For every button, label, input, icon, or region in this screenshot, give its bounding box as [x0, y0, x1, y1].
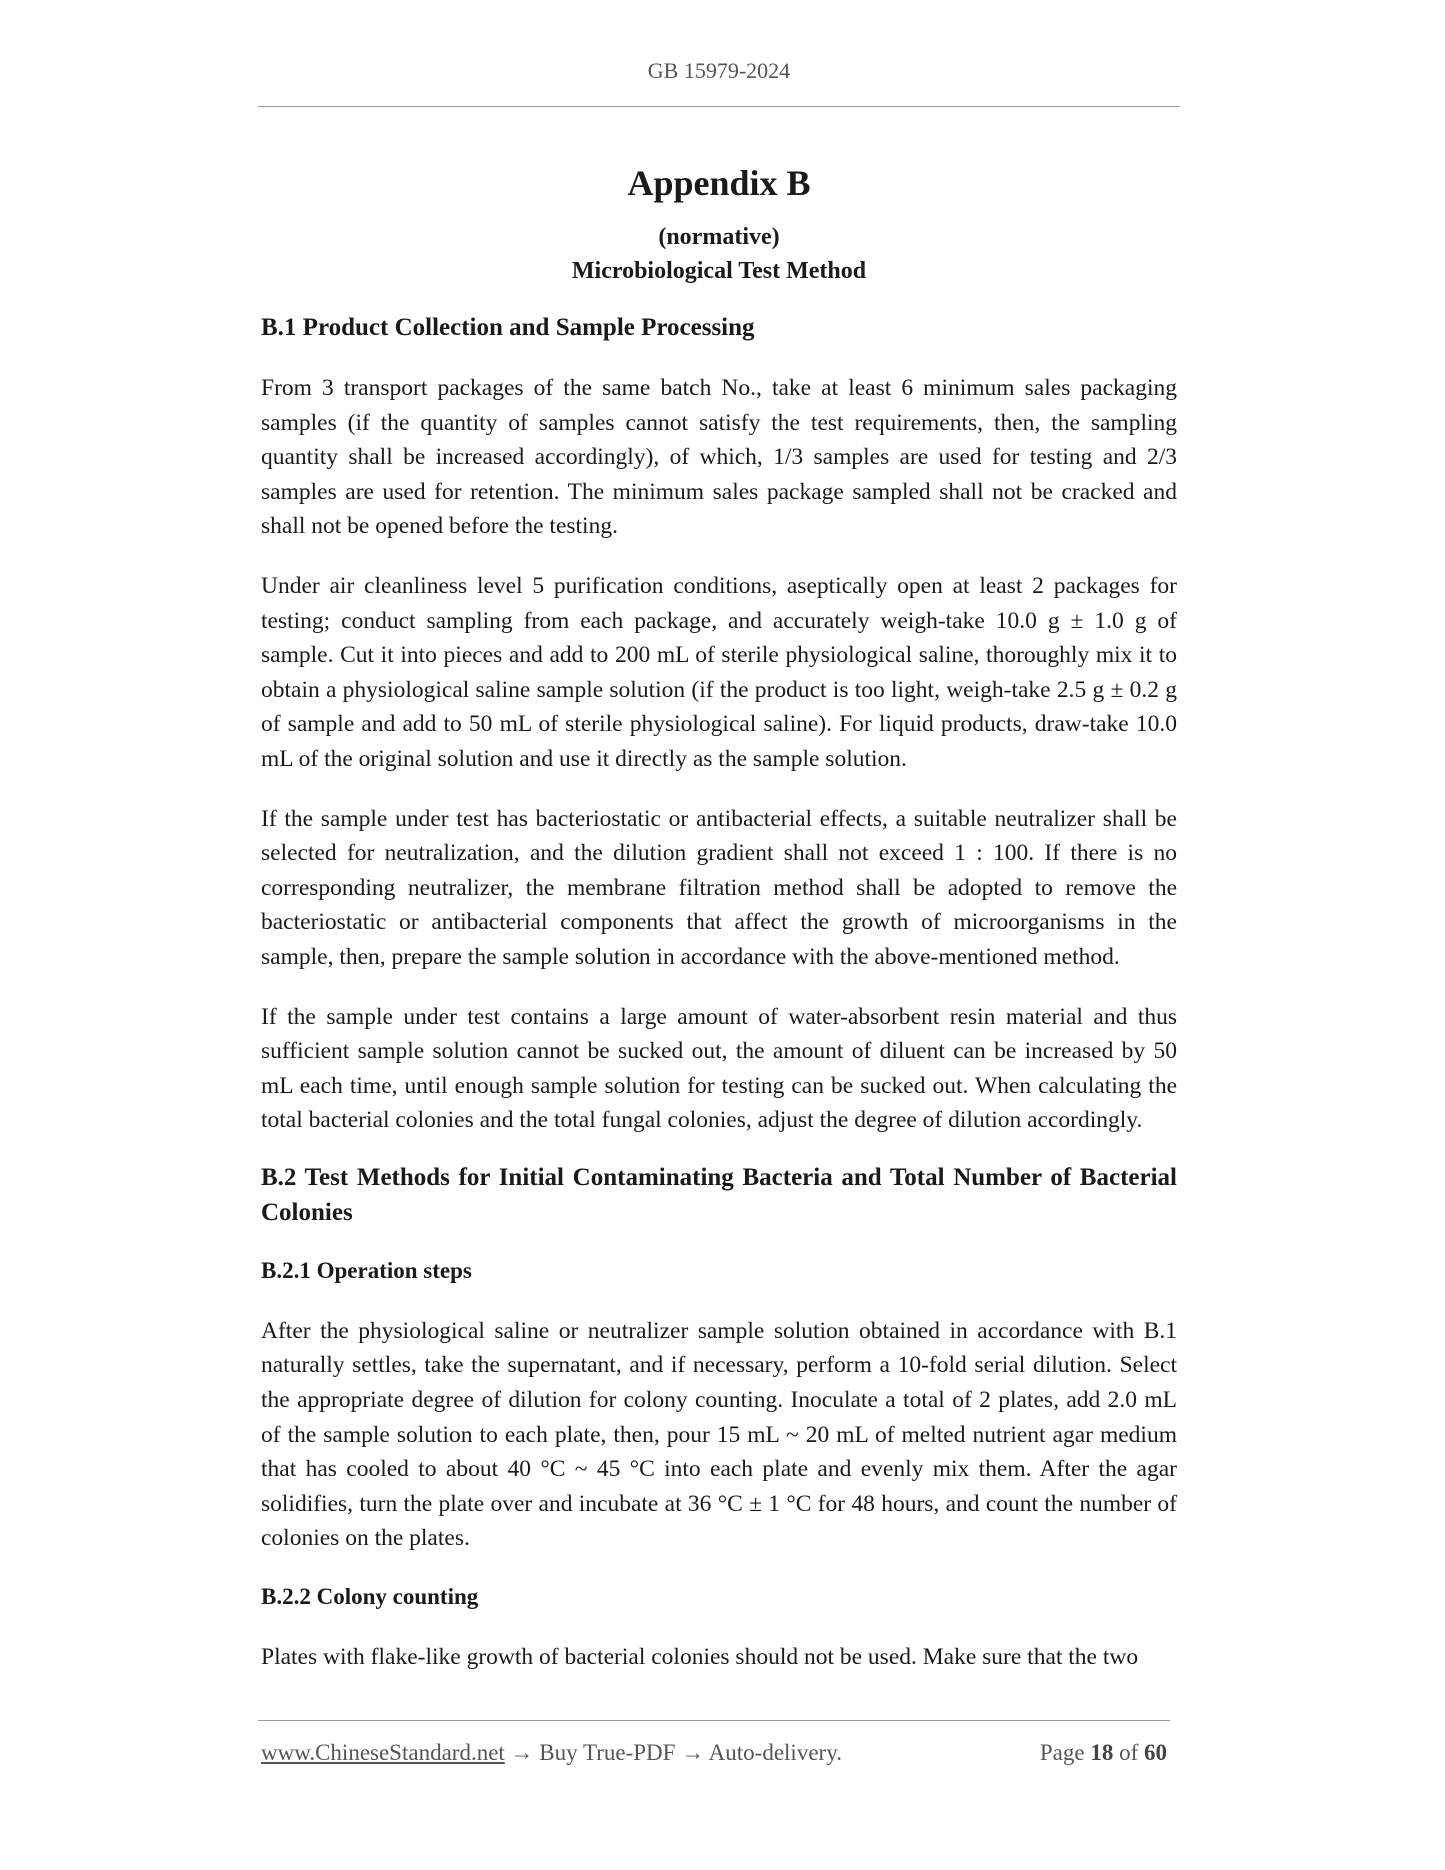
section-b2-heading: B.2 Test Methods for Initial Contaminating Bacteria and Total Number of Bacterial Colonies: [261, 1163, 1177, 1226]
section-b1-heading: B.1 Product Collection and Sample Processing: [261, 314, 755, 341]
arrow-right-icon: →: [510, 1740, 534, 1765]
page-content: [261, 158, 1177, 1675]
appendix-title: Appendix B: [627, 163, 811, 203]
section-b21-heading: B.2.1 Operation steps: [261, 1257, 472, 1283]
of-label: of: [1119, 1740, 1139, 1765]
section-b1-paragraph-3: If the sample under test has bacteriostatic or antibacterial effects, a suitable neutralizer shall be selected for neutralization, and the dilution gradient shall not exceed 1 : 100. If there is no corresponding neutralizer, the membrane filtration method shall be adopted to remove the bacteriostatic or antibacterial components that affect the growth of microorganisms in the sample, then, prepare the sample solution in accordance with the above-mentioned method.: [261, 805, 1177, 970]
page-footer: [261, 1740, 1167, 1766]
section-b1-paragraph-2: Under air cleanliness level 5 purification conditions, aseptically open at least 2 packages for testing; conduct sampling from each package, and accurately weigh-take 10.0 g ± 1.0 g of sample. Cut it into pieces and add to 200 mL of sterile physiological saline, thoroughly mix it to obtain a physiological saline sample solution (if the product is too light, weigh-take 2.5 g ± 0.2 g of sample and add to 50 mL of sterile physiological saline). For liquid products, draw-take 10.0 mL of the original solution and use it directly as the sample solution.: [261, 572, 1177, 772]
section-b1-paragraph-4: If the sample under test contains a large amount of water-absorbent resin material and thus sufficient sample solution cannot be sucked out, the amount of diluent can be increased by 50 mL each time, until enough sample solution for testing can be sucked out. When calculating the total bacterial colonies and the total fungal colonies, adjust the degree of dilution accordingly.: [261, 1003, 1177, 1134]
page-label: Page: [1039, 1740, 1085, 1765]
delivery-text: Auto-delivery.: [708, 1740, 842, 1765]
section-b22-heading: B.2.2 Colony counting: [261, 1584, 479, 1610]
appendix-subtitle: Microbiological Test Method: [571, 258, 867, 284]
footer-promo: [261, 1740, 842, 1766]
appendix-type: (normative): [658, 224, 780, 250]
page-header: GB 15979-2024: [647, 58, 791, 83]
footer-divider: [258, 1720, 1170, 1721]
total-pages: 60: [1144, 1740, 1167, 1765]
site-link[interactable]: www.ChineseStandard.net: [261, 1740, 505, 1765]
section-b22-paragraph: Plates with flake-like growth of bacterial colonies should not be used. Make sure that the two: [261, 1644, 1139, 1671]
arrow-right-icon: →: [681, 1740, 705, 1765]
buy-text: Buy True-PDF: [539, 1740, 676, 1765]
section-b21-paragraph: After the physiological saline or neutralizer sample solution obtained in accordance with B.1 naturally settles, take the supernatant, and if necessary, perform a 10-fold serial dilution. Select the appropriate degree of dilution for colony counting. Inoculate a total of 2 plates, add 2.0 mL of the sample solution to each plate, then, pour 15 mL ~ 20 mL of melted nutrient agar medium that has cooled to about 40 °C ~ 45 °C into each plate and evenly mix them. After the agar solidifies, turn the plate over and incubate at 36 °C ± 1 °C for 48 hours, and count the number of colonies on the plates.: [261, 1317, 1177, 1552]
page-number: 18: [1090, 1740, 1114, 1765]
section-b1-paragraph-1: From 3 transport packages of the same batch No., take at least 6 minimum sales packaging samples (if the quantity of samples cannot satisfy the test requirements, then, the sampling quantity shall be increased accordingly), of which, 1/3 samples are used for testing and 2/3 samples are used for retention. The minimum sales package sampled shall not be cracked and shall not be opened before the testing.: [261, 375, 1177, 540]
page-indicator: [1040, 1740, 1167, 1766]
header-divider: [258, 106, 1180, 107]
